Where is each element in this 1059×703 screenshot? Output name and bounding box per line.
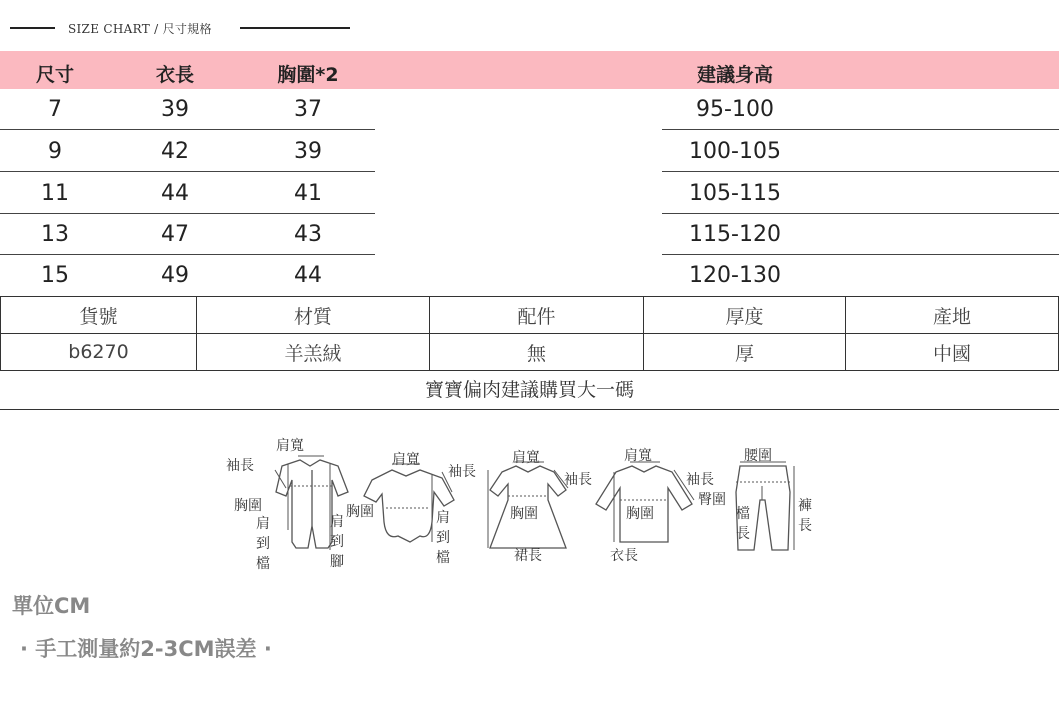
cell-chest: 43 (294, 222, 322, 247)
cell-height: 105-115 (689, 181, 781, 206)
pants-rise-label: 檔 (736, 506, 750, 522)
info-header-origin: 產地 (846, 297, 1059, 334)
row-divider (0, 129, 375, 130)
product-info-table (0, 296, 1059, 371)
romper-sleeve-label: 袖長 (226, 458, 254, 474)
cell-length: 47 (161, 222, 189, 247)
dress-shoulder-label: 肩寬 (512, 450, 540, 466)
info-value-origin: 中國 (846, 334, 1059, 371)
header-line-right (240, 27, 350, 29)
header-line-left (10, 27, 55, 29)
size-advice-note: 寶寶偏肉建議購買大一碼 (0, 372, 1059, 410)
top-chest-label: 胸圍 (626, 506, 654, 522)
row-divider (662, 213, 1059, 214)
unit-note: 單位CM (12, 594, 91, 618)
info-header-thickness: 厚度 (644, 297, 846, 334)
cell-size: 7 (48, 97, 62, 122)
romper-shoulder-to-foot-label: 到 (330, 534, 344, 550)
top-length-label: 衣長 (610, 548, 638, 564)
pants-rise-label: 長 (736, 526, 750, 542)
info-value-row (1, 334, 1059, 371)
info-header-item-no: 貨號 (1, 297, 197, 334)
measurement-error-note: · 手工測量約2-3CM誤差 · (20, 637, 272, 661)
row-divider (0, 213, 375, 214)
info-header-material: 材質 (197, 297, 430, 334)
info-header-accessories: 配件 (430, 297, 644, 334)
row-divider (662, 171, 1059, 172)
row-divider (662, 129, 1059, 130)
top-shoulder-label: 肩寬 (624, 448, 652, 464)
info-value-material: 羊羔絨 (197, 334, 430, 371)
dress-chest-label: 胸圍 (510, 506, 538, 522)
cell-length: 49 (161, 263, 189, 288)
col-header-size: 尺寸 (35, 64, 74, 86)
info-value-accessories: 無 (430, 334, 644, 371)
col-header-chest: 胸圍*2 (277, 64, 339, 86)
pants-waist-label: 腰圍 (744, 448, 772, 464)
romper-shoulder-to-crotch-label: 到 (256, 536, 270, 552)
pants-hip-label: 臀圍 (698, 492, 726, 508)
info-value-thickness: 厚 (644, 334, 846, 371)
pants-length-label: 長 (798, 518, 812, 534)
top-sleeve-label: 袖長 (686, 472, 714, 488)
dress-illustration (488, 462, 568, 548)
bodysuit-shoulder-to-crotch-label: 檔 (436, 550, 450, 566)
bodysuit-sleeve-label: 袖長 (448, 464, 476, 480)
cell-chest: 39 (294, 139, 322, 164)
dress-length-label: 裙長 (514, 548, 542, 564)
romper-shoulder-to-crotch-label: 肩 (256, 516, 270, 532)
col-header-height: 建議身高 (696, 64, 773, 86)
cell-size: 9 (48, 139, 62, 164)
romper-shoulder-to-foot-label: 肩 (330, 514, 344, 530)
dress-sleeve-label: 袖長 (564, 472, 592, 488)
info-value-item-no: b6270 (1, 334, 197, 371)
bodysuit-shoulder-to-crotch-label: 肩 (436, 510, 450, 526)
info-header-row (1, 297, 1059, 334)
cell-height: 100-105 (689, 139, 781, 164)
bodysuit-shoulder-to-crotch-label: 到 (436, 530, 450, 546)
size-chart-title: SIZE CHART / 尺寸規格 (68, 22, 212, 36)
bodysuit-chest-label: 胸圍 (346, 504, 374, 520)
bodysuit-shoulder-label: 肩寬 (392, 452, 420, 468)
row-divider (662, 254, 1059, 255)
pants-length-label: 褲 (798, 498, 812, 514)
top-illustration (596, 462, 694, 542)
cell-length: 39 (161, 97, 189, 122)
cell-height: 120-130 (689, 263, 781, 288)
cell-chest: 44 (294, 263, 322, 288)
romper-shoulder-to-foot-label: 腳 (330, 554, 344, 570)
row-divider (0, 171, 375, 172)
romper-shoulder-label: 肩寬 (276, 438, 304, 454)
size-chart-header (10, 14, 355, 42)
cell-size: 11 (41, 181, 69, 206)
cell-size: 15 (41, 263, 69, 288)
cell-size: 13 (41, 222, 69, 247)
measurement-diagram (220, 430, 820, 580)
cell-chest: 41 (294, 181, 322, 206)
cell-height: 95-100 (696, 97, 774, 122)
cell-length: 44 (161, 181, 189, 206)
romper-chest-label: 胸圍 (234, 498, 262, 514)
col-header-length: 衣長 (155, 64, 194, 86)
cell-chest: 37 (294, 97, 322, 122)
cell-height: 115-120 (689, 222, 781, 247)
cell-length: 42 (161, 139, 189, 164)
romper-shoulder-to-crotch-label: 檔 (256, 556, 270, 572)
row-divider (0, 254, 375, 255)
